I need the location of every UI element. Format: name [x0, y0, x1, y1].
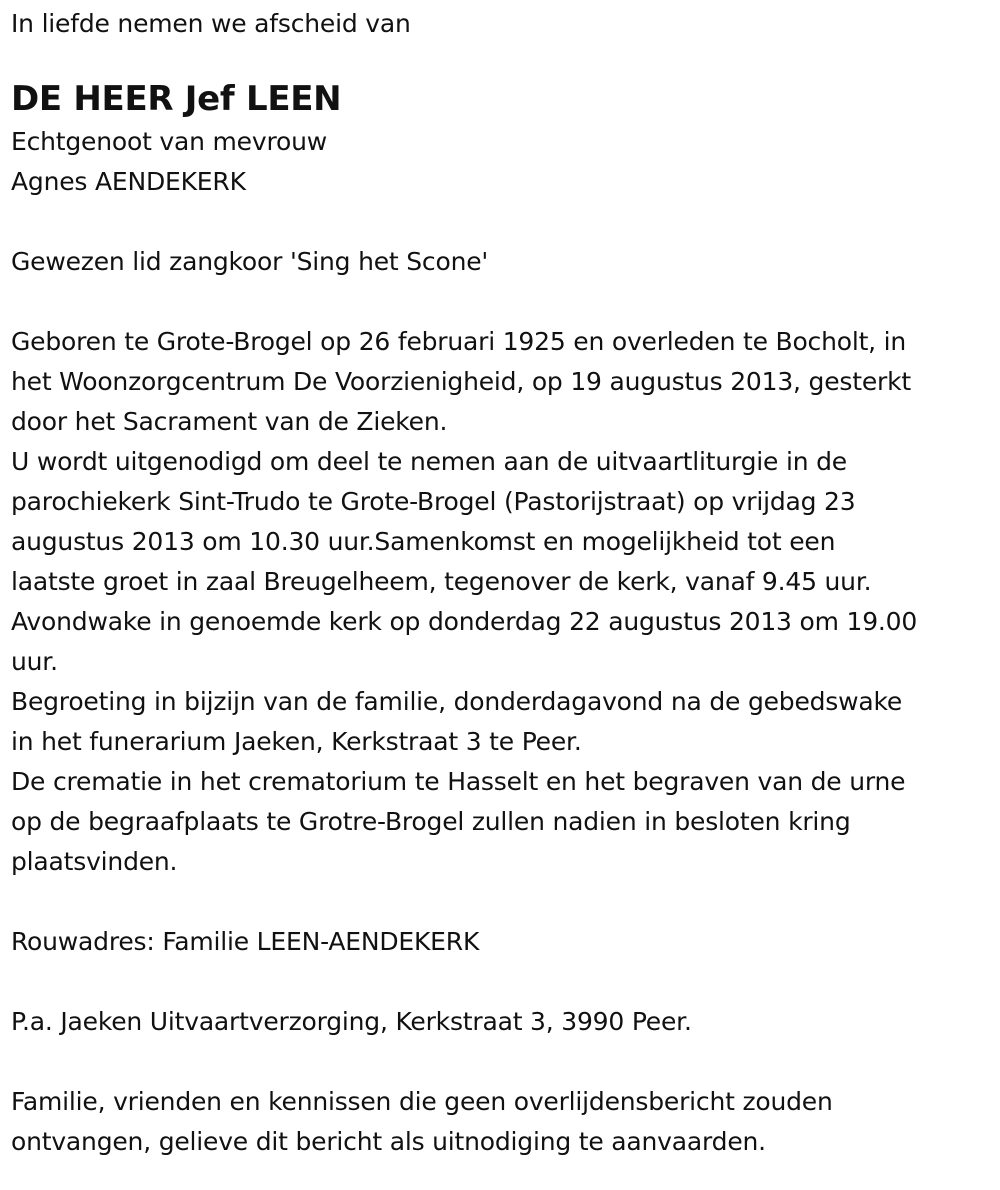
closing-line: Familie, vrienden en kennissen die geen overlijdensbericht zouden [11, 1087, 833, 1116]
body-line: het Woonzorgcentrum De Voorzienigheid, op 19 augustus 2013, gesterkt [11, 367, 911, 396]
spacer [11, 962, 991, 1002]
mourning-address: Rouwadres: Familie LEEN-AENDEKERK [11, 927, 480, 956]
obituary-document [11, 4, 991, 1162]
body-line: door het Sacrament van de Zieken. [11, 407, 448, 436]
body-line: plaatsvinden. [11, 847, 178, 876]
spacer [11, 1042, 991, 1082]
deceased-name: DE HEER Jef LEEN [11, 79, 342, 119]
closing-line: ontvangen, gelieve dit bericht als uitnodiging te aanvaarden. [11, 1127, 766, 1156]
body-line: U wordt uitgenodigd om deel te nemen aan de uitvaartliturgie in de [11, 447, 847, 476]
body-line: De crematie in het crematorium te Hasselt en het begraven van de urne [11, 767, 906, 796]
body-line: laatste groet in zaal Breugelheem, tegenover de kerk, vanaf 9.45 uur. [11, 567, 872, 596]
spacer [11, 44, 991, 79]
spacer [11, 882, 991, 922]
spacer [11, 282, 991, 322]
body-line: Geboren te Grote-Brogel op 26 februari 1925 en overleden te Bocholt, in [11, 327, 907, 356]
spouse-line-1: Echtgenoot van mevrouw [11, 127, 327, 156]
membership-text: Gewezen lid zangkoor 'Sing het Scone' [11, 247, 489, 276]
spacer [11, 202, 991, 242]
body-line: in het funerarium Jaeken, Kerkstraat 3 te Peer. [11, 727, 582, 756]
body-line: parochiekerk Sint-Trudo te Grote-Brogel (Pastorijstraat) op vrijdag 23 [11, 487, 856, 516]
body-line: Avondwake in genoemde kerk op donderdag 22 augustus 2013 om 19.00 [11, 607, 918, 636]
body-line: augustus 2013 om 10.30 uur.Samenkomst en mogelijkheid tot een [11, 527, 836, 556]
funeral-home-address: P.a. Jaeken Uitvaartverzorging, Kerkstraat 3, 3990 Peer. [11, 1007, 692, 1036]
body-line: Begroeting in bijzijn van de familie, donderdagavond na de gebedswake [11, 687, 903, 716]
body-line: uur. [11, 647, 58, 676]
body-line: op de begraafplaats te Grotre-Brogel zullen nadien in besloten kring [11, 807, 851, 836]
intro-text: In liefde nemen we afscheid van [11, 9, 411, 38]
spouse-line-2: Agnes AENDEKERK [11, 167, 246, 196]
